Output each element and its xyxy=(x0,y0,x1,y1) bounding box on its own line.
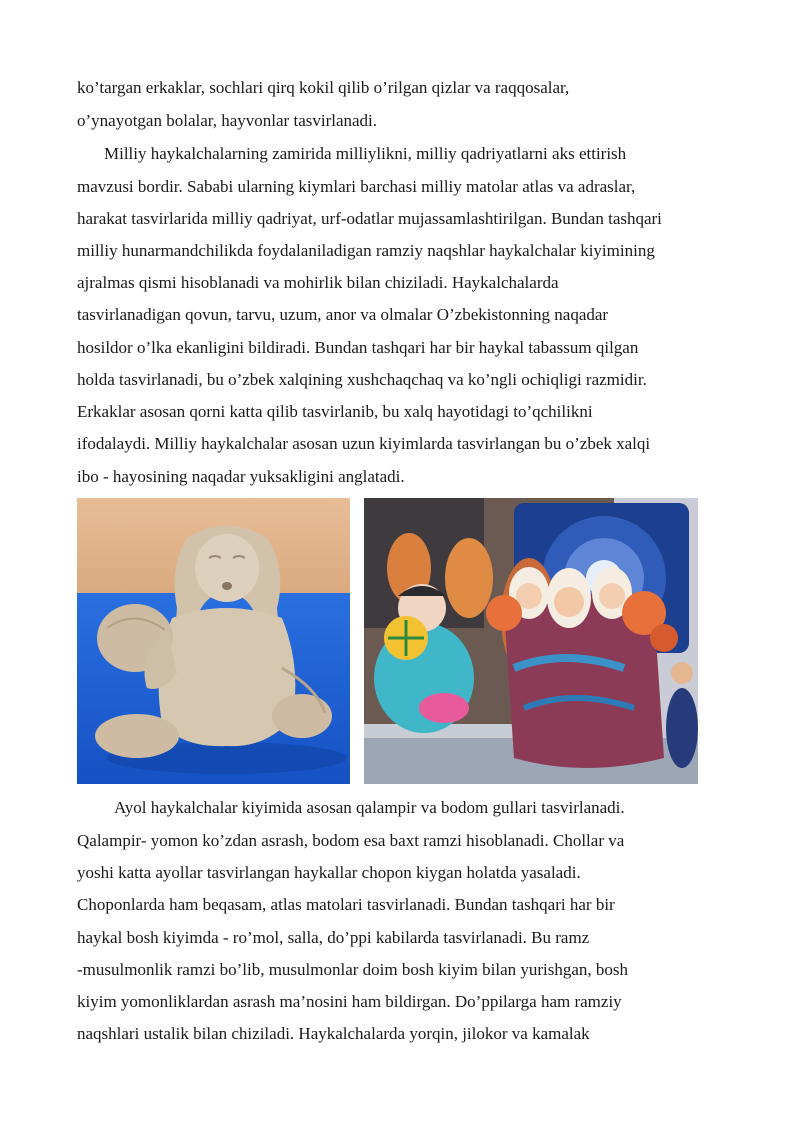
text-line: Erkaklar asosan qorni katta qilib tasvirlanib, bu xalq hayotidagi to’qchilikni xyxy=(77,402,593,421)
text-line: holda tasvirlanadi, bu o’zbek xalqining xushchaqchaq va ko’ngli ochiqligi razmidir. xyxy=(77,370,647,389)
text-line: Choponlarda ham beqasam, atlas matolari tasvirlanadi. Bundan tashqari har bir xyxy=(77,895,615,914)
text-line: o’ynayotgan bolalar, hayvonlar tasvirlanadi. xyxy=(77,111,378,130)
text-line: haykal bosh kiyimda - ro’mol, salla, do’ppi kabilarda tasvirlanadi. Bu ramz xyxy=(77,928,590,947)
text-line: milliy hunarmandchilikda foydalaniladigan ramziy naqshlar haykalchalar kiyimining xyxy=(77,241,655,260)
text-line: ko’targan erkaklar, sochlari qirq kokil qilib o’rilgan qizlar va raqqosalar, xyxy=(77,78,570,97)
text-line: Qalampir- yomon ko’zdan asrash, bodom esa baxt ramzi hisoblanadi. Chollar va xyxy=(77,831,625,850)
text-line: yoshi katta ayollar tasvirlangan haykallar chopon kiygan holatda yasaladi. xyxy=(77,863,581,882)
text-line: harakat tasvirlarida milliy qadriyat, urf-odatlar mujassamlashtirilgan. Bundan tashqari xyxy=(77,209,662,228)
text-line: ajralmas qismi hisoblanadi va mohirlik bilan chiziladi. Haykalchalarda xyxy=(77,273,559,292)
painted-figurines-illustration xyxy=(364,498,698,784)
text-line: naqshlari ustalik bilan chiziladi. Haykalchalarda yorqin, jilokor va kamalak xyxy=(77,1024,590,1043)
clay-figurine-photo xyxy=(77,498,350,784)
text-line: mavzusi bordir. Sababi ularning kiymlari barchasi milliy matolar atlas va adraslar, xyxy=(77,177,636,196)
text-line: ifodalaydi. Milliy haykalchalar asosan uzun kiyimlarda tasvirlangan bu o’zbek xalqi xyxy=(77,434,651,453)
text-line: -musulmonlik ramzi bo’lib, musulmonlar doim bosh kiyim bilan yurishgan, bosh xyxy=(77,960,629,979)
text-line: ibo - hayosining naqadar yuksakligini anglatadi. xyxy=(77,467,405,486)
text-line: kiyim yomonliklardan asrash ma’nosini ham bildirgan. Do’ppilarga ham ramziy xyxy=(77,992,622,1011)
text-line: tasvirlanadigan qovun, tarvu, uzum, anor va olmalar O’zbekistonning naqadar xyxy=(77,305,609,324)
text-line: Ayol haykalchalar kiyimida asosan qalampir va bodom gullari tasvirlanadi. xyxy=(114,798,625,817)
clay-figurine-illustration xyxy=(77,498,350,784)
text-line: Milliy haykalchalarning zamirida milliylikni, milliy qadriyatlarni aks ettirish xyxy=(104,144,627,163)
text-line: hosildor o’lka ekanligini bildiradi. Bundan tashqari har bir haykal tabassum qilgan xyxy=(77,338,639,357)
painted-figurines-photo xyxy=(364,498,698,784)
